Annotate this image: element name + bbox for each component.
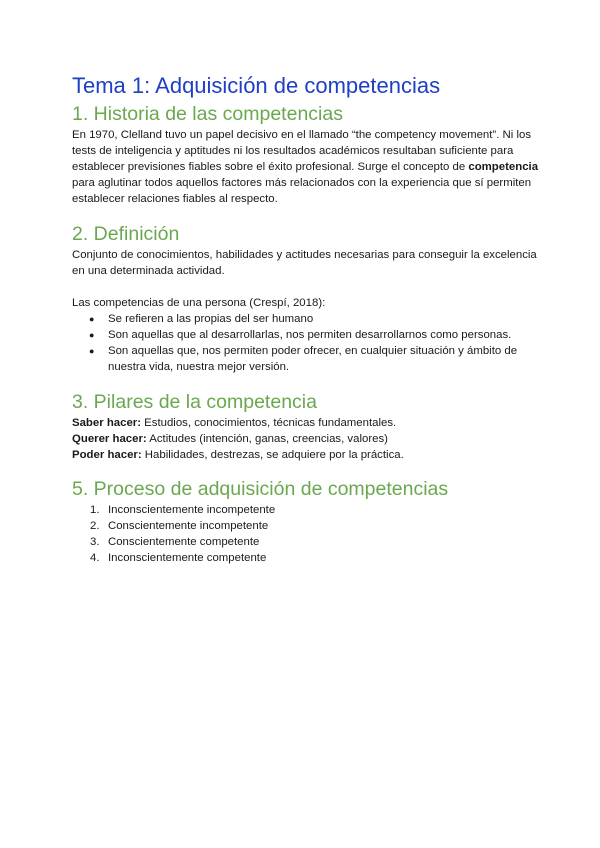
bullet-icon: ● (89, 346, 95, 356)
list-item-text: Son aquellas que al desarrollarlas, nos permiten desarrollarnos como personas. (108, 329, 512, 341)
list-item (72, 311, 542, 327)
heading-historia: 1. Historia de las competencias (72, 103, 343, 125)
list-item-text: Inconscientemente competente (108, 552, 267, 564)
list-item (72, 550, 542, 566)
list-item (72, 518, 542, 534)
list-number: 4. (90, 552, 100, 564)
list-item-text: Conscientemente incompetente (108, 520, 269, 532)
paragraph-definicion: Conjunto de conocimientos, habilidades y actitudes necesarias para conseguir la excelencia en una determinada actividad. (72, 249, 537, 277)
pillar-text: Habilidades, destrezas, se adquiere por la práctica. (141, 449, 404, 461)
list-number: 2. (90, 520, 100, 532)
competencias-bullet-list (72, 311, 542, 375)
pillar-label: Saber hacer: (72, 417, 142, 429)
paragraph-historia (72, 127, 542, 207)
paragraph-competencias-intro: Las competencias de una persona (Crespí, 2018): (72, 297, 326, 309)
historia-text-before: En 1970, Clelland tuvo un papel decisivo en el llamado “the competency movement”. Ni los tests de inteligencia y aptitudes ni los resultados académicos resultaban suficiente para establecer previsiones fiables sobre el éxito profesional. Surge el concepto de (72, 129, 532, 173)
list-item-text: Son aquellas que, nos permiten poder ofrecer, en cualquier situación y ámbito de nuestra vida, nuestra mejor versión. (108, 345, 518, 373)
document-title: Tema 1: Adquisición de competencias (72, 73, 441, 98)
pillar-saber-hacer (72, 415, 542, 431)
proceso-numbered-list (72, 502, 542, 566)
list-number: 3. (90, 536, 100, 548)
heading-definicion: 2. Definición (72, 223, 180, 245)
bullet-icon: ● (89, 314, 95, 324)
pillar-label: Querer hacer: (72, 433, 147, 445)
pillar-text: Estudios, conocimientos, técnicas fundamentales. (141, 417, 397, 429)
list-item (72, 534, 542, 550)
heading-proceso: 5. Proceso de adquisición de competencias (72, 478, 449, 500)
list-item-text: Conscientemente competente (108, 536, 260, 548)
list-item (72, 502, 542, 518)
list-item (72, 327, 542, 343)
list-item-text: Inconscientemente incompetente (108, 504, 276, 516)
list-item-text: Se refieren a las propias del ser humano (108, 313, 314, 325)
historia-bold-word: competencia (468, 161, 539, 173)
pillar-label: Poder hacer: (72, 449, 142, 461)
spacer (72, 279, 542, 295)
pillar-poder-hacer (72, 447, 542, 463)
bullet-icon: ● (89, 330, 95, 340)
list-item (72, 343, 542, 375)
document-content (72, 70, 542, 566)
list-number: 1. (90, 504, 100, 516)
pillar-text: Actitudes (intención, ganas, creencias, valores) (146, 433, 388, 445)
heading-pilares: 3. Pilares de la competencia (72, 391, 317, 413)
historia-text-after: para aglutinar todos aquellos factores más relacionados con la experiencia que sí permiten establecer relaciones fiables al respecto. (72, 177, 532, 205)
pillar-querer-hacer (72, 431, 542, 447)
